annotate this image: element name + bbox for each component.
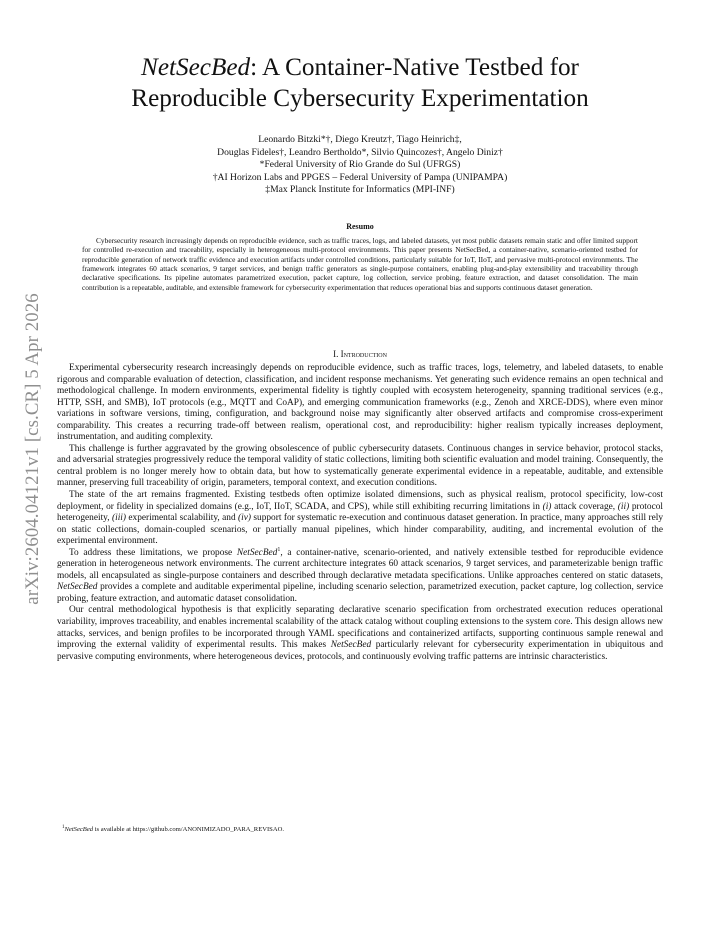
paragraph-3	[57, 490, 663, 548]
section-number: I.	[333, 349, 339, 359]
abstract-heading: Resumo	[346, 222, 374, 231]
affiliation-1: *Federal University of Rio Grande do Sul (UFRGS)	[259, 159, 461, 171]
footnote-mark: 1	[62, 825, 65, 830]
section-heading	[0, 349, 720, 359]
abstract-text: Cybersecurity research increasingly depends on reproducible evidence, such as traffic traces, logs, and labeled datasets, yet most public datasets remain static and offer limited support for controlled re-execution and traceability, especially in heterogeneous multi-protocol environments. This paper presents NetSecBed, a container-native, scenario-oriented testbed for reproducible generation of network traffic evidence and execution artifacts under controlled conditions, particularly suitable for IoT, IIoT, and pervasive multi-protocol environments. The framework integrates 60 attack scenarios, 9 target services, and benign traffic generators as single-purpose containers, enabling plug-and-play extensibility and traceability through declarative specifications. Its pipeline automates parametrized execution, packet capture, log collection, service probing, feature extraction, and dataset consolidation. The main contribution is a repeatable, auditable, and extensible framework for cybersecurity experimentation that reduces operational bias and supports continuous dataset generation.	[82, 236, 638, 292]
section-title: Introduction	[340, 349, 387, 359]
p4-system-name-2: NetSecBed	[57, 582, 98, 593]
p4-text-b: , a container-native, scenario-oriented, and natively extensible testbed for reproducible evidence generation in heterogeneous network environments. The current architecture integrates 60 attack scenarios, 9 target services, and parameterizable benign traffic models, all encapsulated as single-purpose containers and described through declarative metadata specifications. Unlike approaches centered on static datasets,	[57, 547, 664, 581]
p3-text-b: attack coverage,	[551, 501, 618, 512]
paragraph-1: Experimental cybersecurity research increasingly depends on reproducible evidence, such as traffic traces, logs, telemetry, and labeled datasets, to enable rigorous and comparable evaluation of detection, classification, and incident response mechanisms. Yet generating such evidence remains an open technical and methodological challenge. In modern environments, experimental fidelity is tightly coupled with ecosystem heterogeneity, spanning traditional services (e.g., HTTP, SSH, and SMB), IoT protocols (e.g., MQTT and CoAP), and emerging communication frameworks (e.g., Zenoh and XRCE-DDS), where even minor variations in software versions, timing, configuration, and background noise may significantly alter observed artifacts and compromise cross-experiment comparability. This creates a recurring trade-off between realism, operational cost, and reproducibility: higher realism typically increases deployment, instrumentation, and auditing complexity.	[57, 363, 663, 443]
title-line-1-rest: : A Container-Native Testbed for	[250, 54, 579, 81]
p5-text-a: Our central methodological hypothesis is that explicitly separating declarative scenario specification from orchestrated execution reduces operational variability, improves traceability, and enables incremental scalability of the attack catalog without coupling extensions to the system core. This design allows new attacks, services, and benign profiles to be incorporated through YAML specifications and containerized artifacts, supporting continuous sample renewal and improving the external validity of experimental results. This makes	[57, 605, 663, 651]
p3-text-a: The state of the art remains fragmented. Existing testbeds often optimize isolated dimensions, such as physical realism, protocol specificity, low-cost deployment, or fidelity in specialized domains (e.g., IoT, IIoT, SCADA, and CPS), while still exhibiting recurring limitations in	[57, 490, 663, 512]
author-line-1: Leonardo Bitzki*†, Diego Kreutz†, Tiago Heinrich‡,	[258, 134, 462, 145]
paragraph-4	[57, 548, 663, 606]
p3-item-i: (i)	[542, 501, 552, 512]
p4-text-c: provides a complete and auditable experimental pipeline, including scenario selection, parametrized execution, packet capture, log collection, service probing, feature extraction, and automatic dataset consolidation.	[57, 582, 663, 604]
paper-title	[60, 52, 660, 114]
title-line-1	[60, 52, 660, 83]
p5-system-name: NetSecBed	[330, 640, 372, 651]
affiliation-2: †AI Horizon Labs and PPGES – Federal University of Pampa (UNIPAMPA)	[212, 171, 508, 183]
paragraph-5	[57, 605, 663, 663]
p5-text-b: particularly relevant for cybersecurity experimentation in ubiquitous and pervasive computing environments, where heterogeneous devices, protocols, and continuously evolving traffic patterns are intrinsic characteristics.	[57, 640, 663, 662]
affiliation-3: ‡Max Planck Institute for Informatics (MPI-INF)	[265, 184, 455, 196]
p4-system-name: NetSecBed	[236, 547, 278, 558]
author-line-2: Douglas Fideles†, Leandro Bertholdo*, Silvio Quincozes†, Angelo Diniz†	[217, 146, 503, 158]
paragraph-2: This challenge is further aggravated by the growing obsolescence of public cybersecurity datasets. Continuous changes in service behavior, protocol stacks, and adversarial strategies progressively reduce the temporal validity of static collections, limiting both scientific evaluation and model training. Consequently, the central problem is no longer merely how to obtain data, but how to systematically generate experimental evidence in a repeatable, auditable, and extensible manner, preserving full traceability of origin, parameters, temporal context, and execution conditions.	[57, 443, 663, 489]
arxiv-identifier	[22, 263, 44, 635]
title-system-name: NetSecBed	[141, 54, 251, 81]
p3-item-iv: (iv)	[238, 513, 251, 524]
p3-text-c: protocol heterogeneity,	[57, 501, 663, 524]
footnote-text: is available at https://github.com/ANONIMIZADO_PARA_REVISAO.	[93, 826, 285, 834]
arxiv-identifier-text: arXiv:2604.04121v1 [cs.CR] 5 Apr 2026	[22, 293, 43, 605]
p3-text-e: support for systematic re-execution and continuous dataset generation. In practice, many approaches still rely on static collections, domain-coupled scenarios, or partially manual pipelines, which hinder comparability, auditing, and incremental evolution of the experimental environment.	[57, 513, 663, 547]
p4-text-a: To address these limitations, we propose	[69, 547, 237, 558]
footnote	[62, 825, 284, 833]
p3-text-d: experimental scalability, and	[126, 513, 239, 524]
title-line-2: Reproducible Cybersecurity Experimentation	[131, 85, 589, 112]
p3-item-ii: (ii)	[617, 501, 630, 512]
body-text	[57, 363, 663, 663]
author-block	[90, 134, 630, 197]
footnote-system-name: NetSecBed	[64, 826, 94, 834]
p3-item-iii: (iii)	[111, 513, 126, 524]
footnote-marker: 1	[277, 546, 281, 553]
